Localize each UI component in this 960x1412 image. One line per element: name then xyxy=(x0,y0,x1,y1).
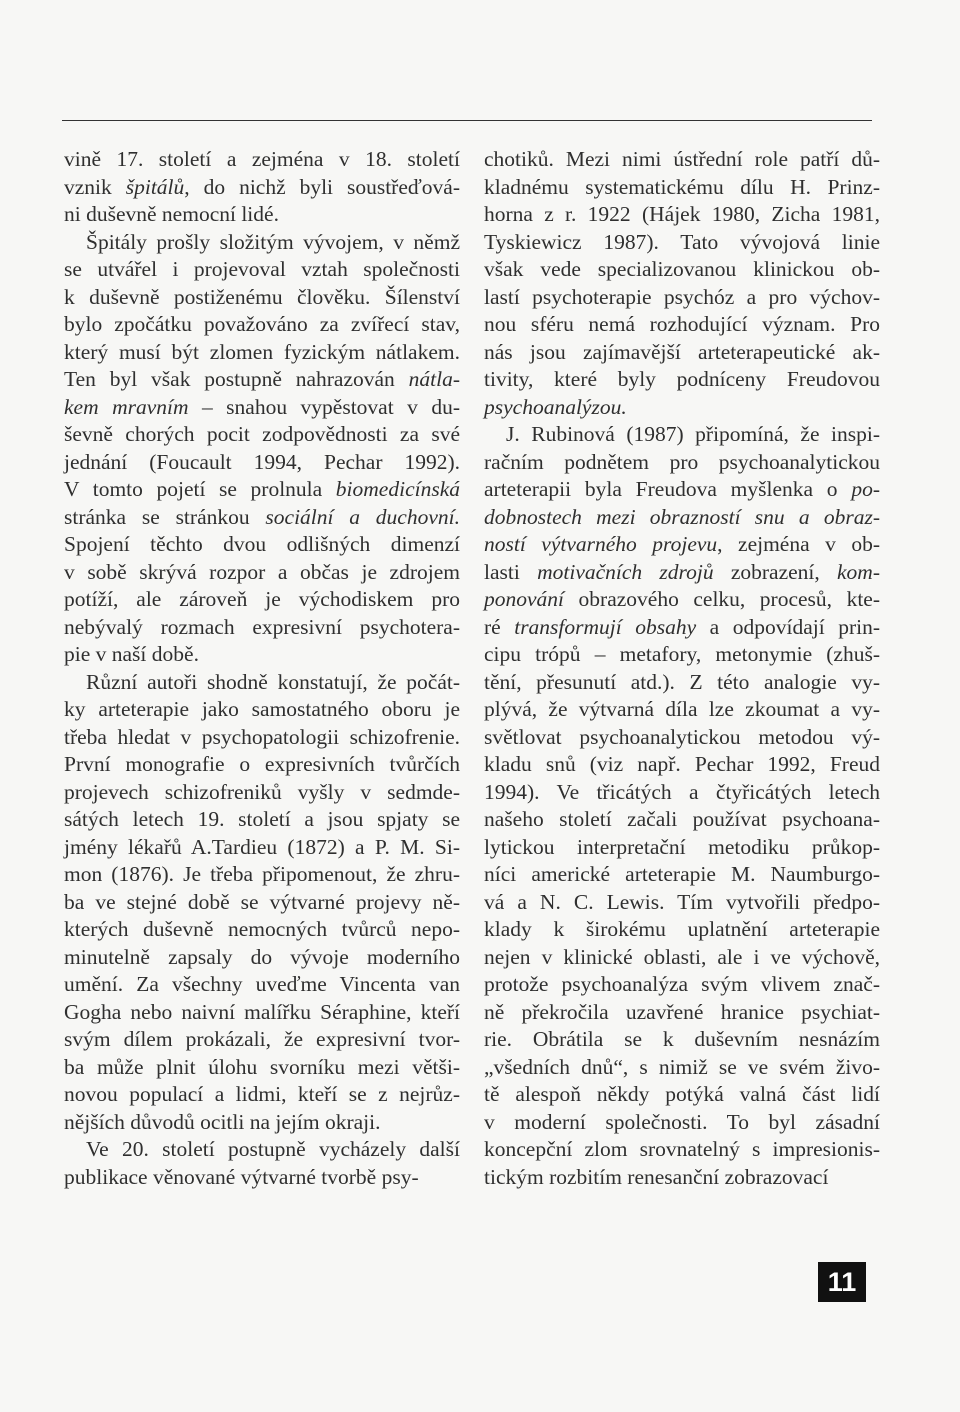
text-line: ba ve stejné době se výtvarné projevy ně- xyxy=(64,889,460,914)
paragraph xyxy=(484,421,880,1191)
paragraph xyxy=(64,229,460,669)
text-line: Ve 20. století postupně vycházely další xyxy=(86,1137,460,1161)
italic-term: biomedicínská xyxy=(335,477,460,501)
text-line: chotiků. Mezi nimi ústřední role patří dů- xyxy=(484,147,880,171)
text-line: lastí psychoterapie psychóz a pro výchov- xyxy=(484,284,880,309)
italic-term: ností výtvarného projevu xyxy=(484,532,718,556)
italic-term: transformují obsahy xyxy=(514,614,697,639)
text-line: tě alespoň někdy potýká valná část lidí xyxy=(484,1082,880,1106)
text-line: ky arteterapie jako samostatného oboru je xyxy=(64,697,460,721)
text-line xyxy=(484,394,880,422)
text-line: potíží, ale zároveň je východiskem pro xyxy=(64,587,460,611)
text-line: svým dílem prokázali, že expresivní tvor- xyxy=(64,1027,460,1051)
text-line: ponování obrazového celku, procesů, kte- xyxy=(484,587,880,611)
text-line: Tyskiewicz 1987). Tato vývojová linie xyxy=(484,229,880,254)
text-line: kem mravním – snahou vypěstovat v du- xyxy=(64,394,460,419)
text-line: umění. Za všechny uveďme Vincenta van xyxy=(64,972,460,996)
text-line: níci americké arteterapie M. Naumburgo- xyxy=(484,862,880,886)
header-rule xyxy=(62,120,872,121)
text-line: Špitály prošly složitým vývojem, v němž xyxy=(86,229,460,254)
text-line: nejen v klinické oblasti, ale i ve výchově, xyxy=(484,944,880,969)
text-line: nás jsou zajímavější arteterapeutické ak- xyxy=(484,339,880,364)
text-line: jmény lékařů A.Tardieu (1872) a P. M. Si- xyxy=(64,834,460,859)
text-line: v sobě skrývá rozpor a občas je zdrojem xyxy=(64,559,460,584)
text-line: nou sféru nemá rozhodující význam. Pro xyxy=(484,312,880,336)
text-line: „všedních dnů“, s nimiž se ve svém živo- xyxy=(484,1054,880,1079)
text-line: ševně chorých pocit zodpovědnosti za své xyxy=(64,422,460,446)
text-line: tivity, které byly podníceny Freudovou xyxy=(484,367,880,391)
text-line: ré transformují obsahy a odpovídají prin- xyxy=(484,614,880,639)
text-line: tění, přesunutí atd.). Z této analogie vy- xyxy=(484,669,880,694)
text-line: který musí být zlomen fyzickým nátlakem. xyxy=(64,339,460,364)
text-line: J. Rubinová (1987) připomíná, že inspi- xyxy=(506,422,880,446)
text-line: světlovat psychoanalytickou metodou vý- xyxy=(484,724,880,749)
text-line: vině 17. století a zejména v 18. století xyxy=(64,147,460,171)
text-line: nějších důvodů ocitli na jejím okraji. xyxy=(64,1109,381,1134)
italic-term: kom- xyxy=(837,559,880,584)
right-column xyxy=(484,146,880,1191)
text-line: plývá, že výtvarná díla lze zkoumat a vy- xyxy=(484,697,880,721)
text-line: stránka se stránkou sociální a duchovní. xyxy=(64,504,460,529)
text-line: publikace věnované výtvarné tvorbě psy- xyxy=(64,1164,419,1189)
text-line: kterých duševně nemocných tvůrců nepo- xyxy=(64,917,460,941)
text-line: v moderní společnosti. To byl zásadní xyxy=(484,1109,880,1134)
text-line: vznik špitálů, do nichž byli soustřeďová- xyxy=(64,174,460,199)
text-line: lasti motivačních zdrojů zobrazení, kom- xyxy=(484,559,880,584)
italic-term: kem mravním xyxy=(64,394,189,419)
text-line: nebývalý rozmach expresivní psychotera- xyxy=(64,614,460,639)
paragraph xyxy=(64,1136,460,1191)
text-line: kladnému systematickému dílu H. Prinz- xyxy=(484,174,880,199)
text-line: arteterapii byla Freudova myšlenka o po- xyxy=(484,477,880,501)
text-line: našeho století začali používat psychoana- xyxy=(484,807,880,831)
text-line: horna z r. 1922 (Hájek 1980, Zicha 1981, xyxy=(484,202,880,226)
text-line: ností výtvarného projevu, zejména v ob- xyxy=(484,532,881,556)
page-number: 11 xyxy=(818,1262,866,1302)
text-line: klady k širokému uplatnění arteterapie xyxy=(484,917,880,941)
text-line: mon (1876). Je třeba připomenout, že zhru- xyxy=(64,862,460,886)
text-line: minutelně zapsaly do vývoje moderního xyxy=(64,944,460,969)
text-line: protože psychoanalýza svým vlivem znač- xyxy=(484,972,880,996)
text-line: První monografie o expresivních tvůrčích xyxy=(64,752,460,776)
text-line: projevech schizofreniků vyšly v sedmde- xyxy=(64,779,460,804)
text-line: třeba hledat v psychopatologii schizofrenie. xyxy=(64,724,460,749)
paragraph xyxy=(484,146,880,421)
text-line: rie. Obrátila se k duševním nesnázím xyxy=(484,1027,880,1051)
text-line: 1994). Ve třicátých a čtyřicátých letech xyxy=(484,779,880,804)
text-line xyxy=(484,504,880,532)
italic-term: ponování xyxy=(484,587,565,611)
text-line: novou populací a lidmi, kteří se z nejrůz- xyxy=(64,1082,460,1106)
text-line: ni duševně nemocní lidé. xyxy=(64,202,279,226)
italic-term: psychoanalýzou. xyxy=(484,394,627,419)
text-line: cipu trópů – metafory, metonymie (zhuš- xyxy=(484,642,880,666)
text-line: k duševně postiženému člověku. Šílenství xyxy=(64,284,460,309)
text-line: Spojení těchto dvou odlišných dimenzí xyxy=(64,532,460,556)
text-line: koncepční zlom srovnatelný s impresionis- xyxy=(484,1137,880,1161)
italic-term: po- xyxy=(851,477,880,501)
text-line: Gogha nebo naivní malířku Séraphine, kteří xyxy=(64,999,460,1024)
text-line: lytickou interpretační metodiku průkop- xyxy=(484,834,880,859)
text-line: jednání (Foucault 1994, Pechar 1992). xyxy=(64,449,460,474)
italic-term: sociální a duchovní. xyxy=(265,504,460,529)
text-line: V tomto pojetí se prolnula biomedicínská xyxy=(64,477,460,501)
paragraph xyxy=(64,669,460,1137)
italic-term: špitálů xyxy=(125,174,185,199)
text-line: sátých letech 19. století a jsou spjaty se xyxy=(64,807,460,831)
text-line: kladu snů (viz např. Pechar 1992, Freud xyxy=(484,752,880,776)
text-line: Ten byl však postupně nahrazován nátla- xyxy=(64,367,460,391)
text-line: vá a N. C. Lewis. Tím vytvořili předpo- xyxy=(484,889,880,914)
text-line: ně překročila uzavřené hranice psychiat- xyxy=(484,999,880,1024)
text-line: tickým rozbitím renesanční zobrazovací xyxy=(484,1164,829,1189)
text-line: Různí autoři shodně konstatují, že počát- xyxy=(86,669,460,694)
italic-term: nátla- xyxy=(408,367,460,391)
italic-term: motivačních zdrojů xyxy=(537,559,714,584)
left-column xyxy=(64,146,460,1191)
text-line: ba může plnit úlohu svorníku mezi větši- xyxy=(64,1054,460,1079)
text-line: bylo zpočátku považováno za zvířecí stav, xyxy=(64,312,460,336)
italic-term: dobnostech mezi obrazností snu a obraz- xyxy=(484,504,880,529)
text-line: se utvářel i projevoval vztah společnosti xyxy=(64,257,460,281)
text-line: pie v naší době. xyxy=(64,642,199,666)
text-line: račním podnětem pro psychoanalytickou xyxy=(484,449,880,474)
paragraph xyxy=(64,146,460,229)
text-line: však vede specializovanou klinickou ob- xyxy=(484,257,880,281)
